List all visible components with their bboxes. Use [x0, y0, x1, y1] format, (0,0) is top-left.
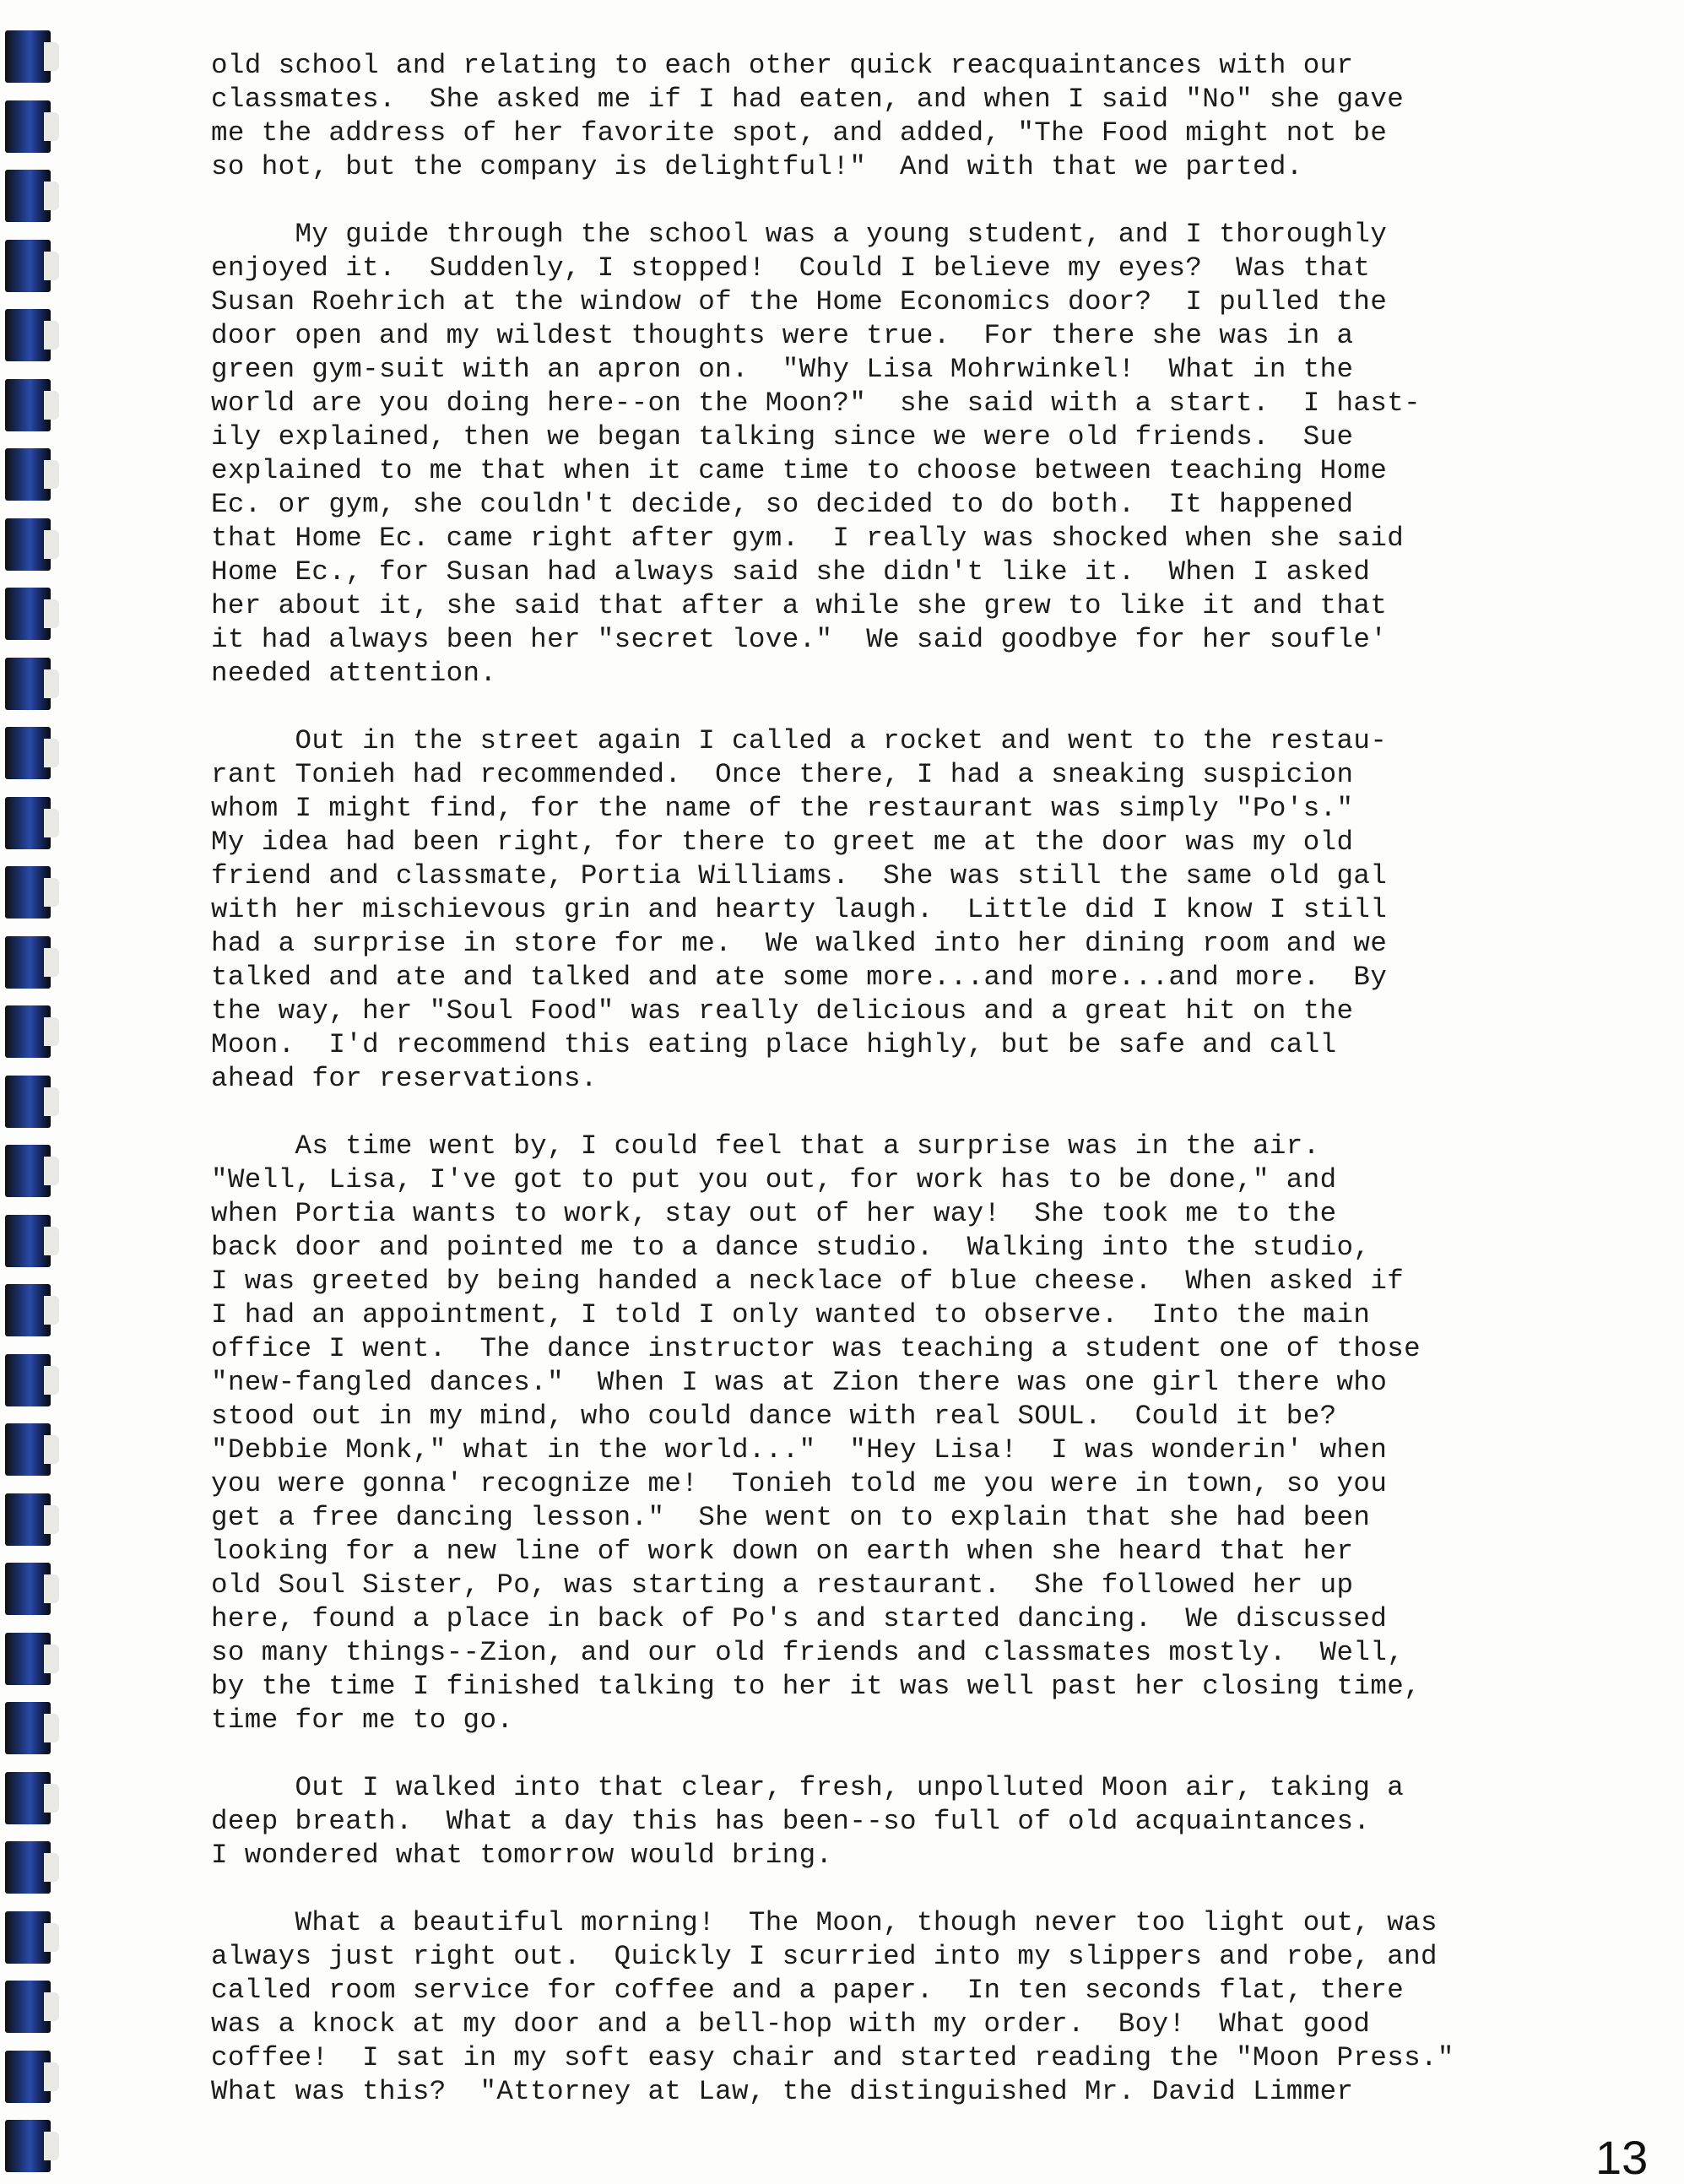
text-line: so many things--Zion, and our old friends and classmates mostly. Well, — [211, 1637, 1405, 1668]
binding-coil — [5, 170, 51, 222]
text-line: talked and ate and talked and ate some more...and more...and more. By — [211, 962, 1388, 993]
binding-coil — [5, 1911, 51, 1964]
binding-coil — [5, 100, 51, 153]
text-line: old Soul Sister, Po, was starting a restaurant. She followed her up — [211, 1569, 1354, 1601]
text-line: looking for a new line of work down on earth when she heard that her — [211, 1536, 1354, 1567]
text-line: door open and my wildest thoughts were true. For there she was in a — [211, 320, 1354, 351]
paragraph-4 — [211, 1130, 1545, 1737]
text-line: I had an appointment, I told I only wanted to observe. Into the main — [211, 1299, 1371, 1330]
text-line: green gym-suit with an apron on. "Why Lisa Mohrwinkel! What in the — [211, 354, 1354, 385]
binding-coil — [5, 1981, 51, 2033]
text-line: here, found a place in back of Po's and started dancing. We discussed — [211, 1603, 1388, 1634]
text-line: Out I walked into that clear, fresh, unpolluted Moon air, taking a — [211, 1772, 1405, 1803]
text-line: "Debbie Monk," what in the world..." "Hey Lisa! I was wonderin' when — [211, 1434, 1388, 1466]
text-line: when Portia wants to work, stay out of her way! She took me to the — [211, 1198, 1337, 1229]
binding-coil — [5, 1563, 51, 1615]
binding-coil — [5, 2051, 51, 2103]
text-line: old school and relating to each other quick reacquaintances with our — [211, 50, 1354, 81]
paragraph-2 — [211, 218, 1545, 691]
text-line: classmates. She asked me if I had eaten, and when I said "No" she gave — [211, 84, 1405, 115]
text-line: "Well, Lisa, I've got to put you out, for work has to be done," and — [211, 1164, 1337, 1195]
text-line: As time went by, I could feel that a surprise was in the air. — [211, 1130, 1320, 1162]
paragraph-6 — [211, 1906, 1545, 2109]
text-line: get a free dancing lesson." She went on to explain that she had been — [211, 1502, 1371, 1533]
text-line: by the time I finished talking to her it was well past her closing time, — [211, 1671, 1421, 1702]
binding-coil — [5, 936, 51, 989]
binding-coil — [5, 1493, 51, 1546]
text-line: you were gonna' recognize me! Tonieh told me you were in town, so you — [211, 1468, 1388, 1499]
text-line: Home Ec., for Susan had always said she didn't like it. When I asked — [211, 556, 1371, 588]
binding-coil — [5, 518, 51, 571]
binding-coil — [5, 658, 51, 710]
binding-coil — [5, 309, 51, 361]
binding-coil — [5, 588, 51, 640]
text-line: ahead for reservations. — [211, 1063, 598, 1094]
binding-coil — [5, 1841, 51, 1894]
text-line: me the address of her favorite spot, and added, "The Food might not be — [211, 117, 1388, 149]
text-line: What was this? "Attorney at Law, the distinguished Mr. David Limmer — [211, 2076, 1354, 2107]
page-number: 13 — [1595, 2131, 1649, 2184]
binding-coil — [5, 1215, 51, 1267]
text-line: office I went. The dance instructor was teaching a student one of those — [211, 1333, 1421, 1364]
text-line: always just right out. Quickly I scurried into my slippers and robe, and — [211, 1941, 1438, 1972]
text-line: time for me to go. — [211, 1704, 514, 1736]
binding-coil — [5, 1005, 51, 1058]
text-line: "new-fangled dances." When I was at Zion there was one girl there who — [211, 1367, 1388, 1398]
text-line: was a knock at my door and a bell-hop with my order. Boy! What good — [211, 2008, 1371, 2040]
binding-coil — [5, 1284, 51, 1336]
text-line: needed attention. — [211, 658, 497, 689]
text-line: What a beautiful morning! The Moon, though never too light out, was — [211, 1907, 1438, 1938]
binding-coil — [5, 866, 51, 919]
text-line: her about it, she said that after a while she grew to like it and that — [211, 590, 1388, 621]
binding-coil — [5, 448, 51, 501]
text-line: My guide through the school was a young student, and I thoroughly — [211, 219, 1388, 250]
spiral-binding — [0, 0, 59, 2161]
text-line: Moon. I'd recommend this eating place highly, but be safe and call — [211, 1029, 1337, 1060]
text-line: explained to me that when it came time to choose between teaching Home — [211, 455, 1388, 486]
text-line: ily explained, then we began talking since we were old friends. Sue — [211, 421, 1354, 453]
text-line: Susan Roehrich at the window of the Home Economics door? I pulled the — [211, 286, 1388, 317]
text-line: friend and classmate, Portia Williams. She was still the same old gal — [211, 860, 1388, 891]
text-line: enjoyed it. Suddenly, I stopped! Could I believe my eyes? Was that — [211, 252, 1371, 284]
binding-coil — [5, 1633, 51, 1685]
binding-coil — [5, 30, 51, 83]
text-line: back door and pointed me to a dance studio. Walking into the studio, — [211, 1232, 1371, 1263]
binding-coil — [5, 1354, 51, 1406]
text-line: whom I might find, for the name of the restaurant was simply "Po's." — [211, 793, 1354, 824]
text-line: called room service for coffee and a paper. In ten seconds flat, there — [211, 1975, 1405, 2006]
text-line: world are you doing here--on the Moon?" she said with a start. I hast- — [211, 387, 1421, 419]
binding-coil — [5, 1145, 51, 1197]
text-line: that Home Ec. came right after gym. I really was shocked when she said — [211, 523, 1405, 554]
text-line: deep breath. What a day this has been--so full of old acquaintances. — [211, 1806, 1371, 1837]
text-line: Out in the street again I called a rocket and went to the restau- — [211, 725, 1388, 756]
text-line: rant Tonieh had recommended. Once there, I had a sneaking suspicion — [211, 759, 1354, 790]
paragraph-5 — [211, 1771, 1545, 1872]
text-line: Ec. or gym, she couldn't decide, so decided to do both. It happened — [211, 489, 1354, 520]
document-page — [211, 49, 1545, 2143]
binding-coil — [5, 1772, 51, 1824]
text-line: so hot, but the company is delightful!" And with that we parted. — [211, 151, 1303, 182]
paragraph-3 — [211, 724, 1545, 1096]
text-line: with her mischievous grin and hearty laugh. Little did I know I still — [211, 894, 1388, 925]
binding-coil — [5, 240, 51, 292]
binding-coil — [5, 1702, 51, 1754]
binding-coil — [5, 2120, 51, 2172]
text-line: coffee! I sat in my soft easy chair and started reading the "Moon Press." — [211, 2042, 1454, 2073]
binding-coil — [5, 1076, 51, 1128]
text-line: My idea had been right, for there to greet me at the door was my old — [211, 826, 1354, 858]
text-line: had a surprise in store for me. We walked into her dining room and we — [211, 928, 1388, 959]
binding-coil — [5, 1423, 51, 1476]
binding-coil — [5, 727, 51, 779]
paragraph-1 — [211, 49, 1545, 184]
binding-coil — [5, 379, 51, 431]
text-line: it had always been her "secret love." We said goodbye for her soufle' — [211, 624, 1388, 655]
text-line: I wondered what tomorrow would bring. — [211, 1840, 833, 1871]
text-line: stood out in my mind, who could dance with real SOUL. Could it be? — [211, 1401, 1337, 1432]
text-line: I was greeted by being handed a necklace of blue cheese. When asked if — [211, 1265, 1405, 1297]
text-line: the way, her "Soul Food" was really delicious and a great hit on the — [211, 995, 1354, 1027]
binding-coil — [5, 797, 51, 849]
